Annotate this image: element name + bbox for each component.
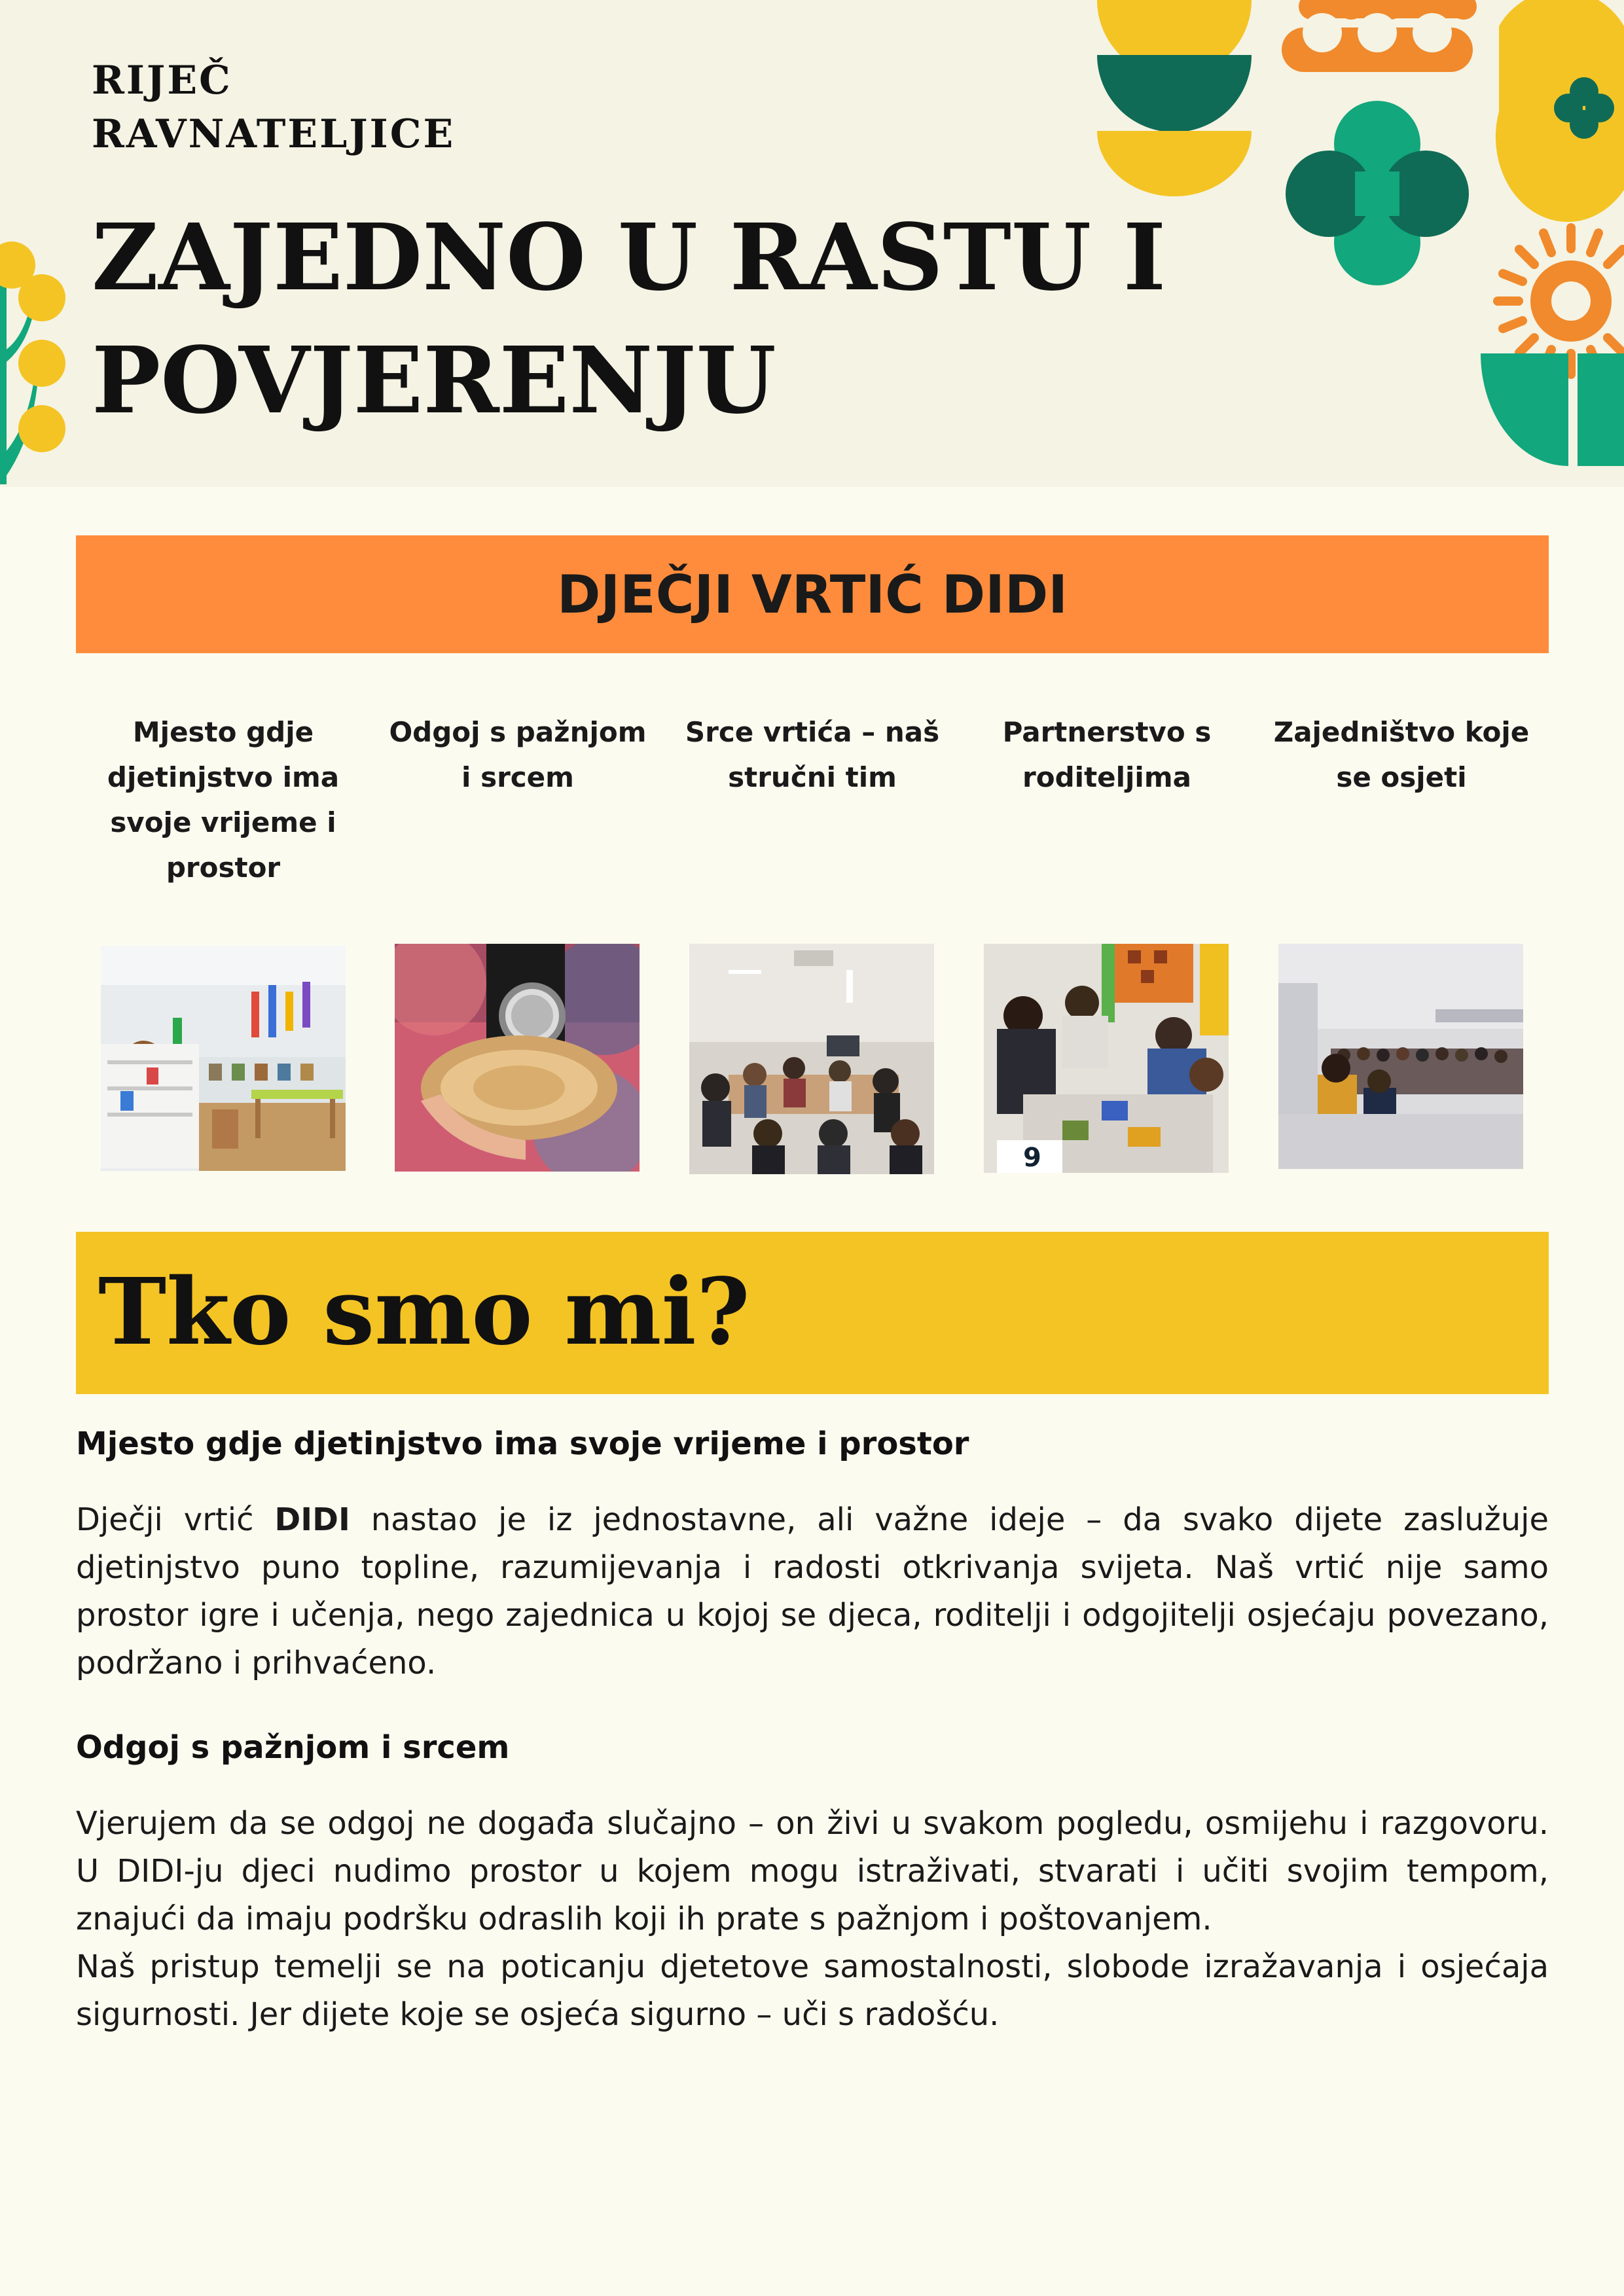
svg-text:9: 9: [1023, 1143, 1041, 1173]
sun-decoration: [1498, 228, 1623, 374]
yellow-leaf-decoration: [1496, 0, 1624, 222]
wave-decoration: [1282, 0, 1477, 72]
magnifier-photo: [395, 944, 640, 1172]
section-title: Tko smo mi?: [98, 1259, 750, 1366]
page-headline: [92, 196, 1204, 442]
banner-title: DJEČJI VRTIĆ DIDI: [556, 564, 1068, 625]
brand-name: DIDI: [274, 1501, 350, 1538]
feature-label-4: Partnerstvo s roditeljima: [1002, 716, 1212, 793]
paragraph-2: Vjerujem da se odgoj ne događa slučajno – on živi u svakom pogledu, osmijehu i razgovoru. U DIDI-ju djeci nudimo prostor u kojem mogu istraživati, stvarati i učiti svojim tempom, znajući da imaju podršku odraslih koji ih prate s pažnjom i poštovanjem.: [76, 1805, 1549, 1937]
tulip-decoration: [1481, 353, 1624, 466]
feature-label-3: Srce vrtića – naš stručni tim: [685, 716, 940, 793]
kindergarten-banner: [76, 535, 1549, 653]
kicker-line-1: RIJEČ: [92, 58, 232, 103]
team-meeting-photo: [689, 944, 934, 1174]
left-flower-decoration: [0, 242, 65, 484]
half-circle-decoration: [1097, 0, 1252, 196]
paragraph-1-start: Dječji vrtić: [76, 1501, 275, 1538]
kicker-line-2: RAVNATELJICE: [92, 111, 456, 157]
paragraph-3: Naš pristup temelji se na poticanju djetetove samostalnosti, slobode izražavanja i osjećaja sigurnosti. Jer dijete koje se osjeća sigurno – uči s radošću.: [76, 1948, 1549, 2033]
gathering-photo: [1278, 944, 1523, 1169]
feature-label-1: Mjesto gdje djetinjstvo ima svoje vrijeme i prostor: [107, 716, 340, 884]
subheading-1: Mjesto gdje djetinjstvo ima svoje vrijeme i prostor: [76, 1426, 969, 1462]
article-body: [76, 1420, 1549, 2039]
headline-line-1: ZAJEDNO U RASTU I: [92, 204, 1166, 312]
headline-line-2: POVJERENJU: [92, 327, 776, 435]
paragraph-1-rest: nastao je iz jednostavne, ali važne ideje – da svako dijete zaslužuje djetinjstvo puno topline, razumijevanja i radosti otkrivanja svijeta. Naš vrtić nije samo prostor igre i učenja, nego zajednica u kojoj se djeca, roditelji i odgojitelji osjećaju povezano, podržano i prihvaćeno.: [76, 1501, 1549, 1681]
classroom-photo: [101, 946, 346, 1171]
clover-decoration: [1286, 101, 1469, 285]
paragraph-1: [76, 1496, 1549, 1687]
parents-workshop-photo: [984, 944, 1229, 1173]
feature-label-2: Odgoj s pažnjom i srcem: [389, 716, 647, 793]
subheading-2: Odgoj s pažnjom i srcem: [76, 1729, 510, 1766]
kicker-text: [92, 54, 550, 161]
feature-label-5: Zajedništvo koje se osjeti: [1273, 716, 1530, 793]
